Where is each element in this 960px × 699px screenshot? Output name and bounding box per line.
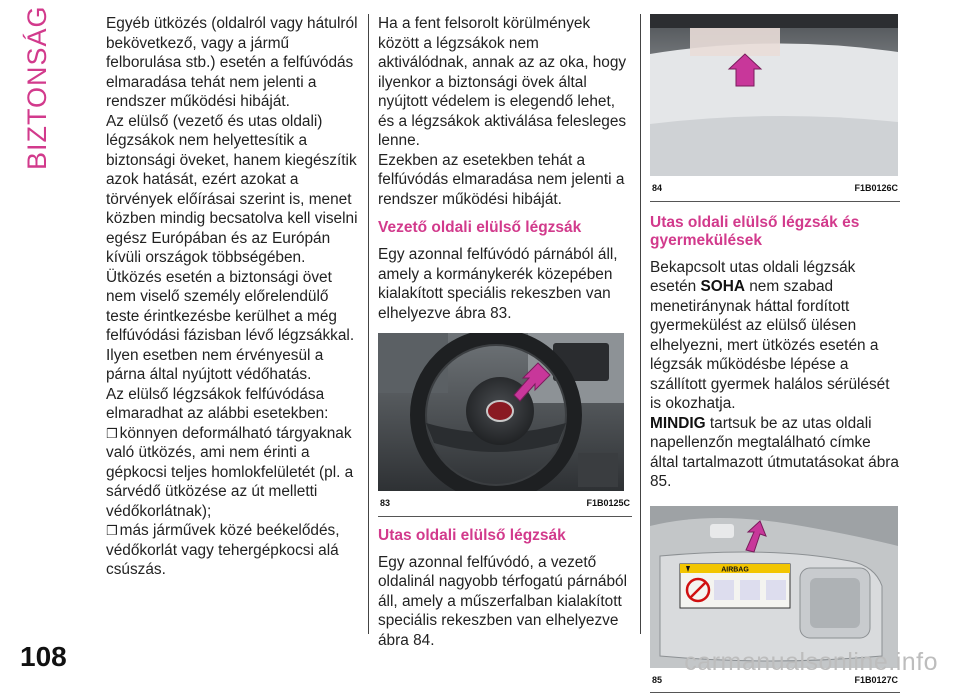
column-divider	[640, 14, 641, 634]
figure-number: 85	[652, 674, 663, 685]
figure-caption	[378, 491, 632, 516]
figure-number: 83	[380, 498, 391, 508]
figure-code: F1B0125C	[586, 498, 630, 508]
sun-visor-photo	[650, 506, 900, 668]
paragraph: Ezekben az esetekben tehát a felfúvódás elmaradása nem jelenti a rendszer működési hibáját.	[378, 151, 625, 208]
emphasis: SOHA	[700, 278, 745, 295]
dashboard-photo	[650, 14, 900, 176]
section-heading: Utas oldali elülső légzsák	[378, 526, 566, 544]
bullet-text: más járművek közé beékelődés, védőkorlát vagy tehergépkocsi alá csúszás.	[106, 522, 340, 578]
paragraph: Az elülső légzsákok felfúvódása elmaradhat az alábbi esetekben:	[106, 385, 329, 422]
passenger-dashboard-illustration	[650, 14, 898, 176]
paragraph: Egyéb ütközés (oldalról vagy hátulról bekövetkező, vagy a jármű felborulása stb.) esetén a felfúvódás elmaradása tehát nem jelenti a rendszer működési hibáját.	[106, 15, 358, 110]
watermark: carmanualsonline.info	[684, 648, 938, 676]
airbag-label: AIRBAG	[721, 566, 749, 573]
column-3	[650, 14, 900, 699]
section-heading: Utas oldali elülső légzsák és gyermekülések	[650, 213, 860, 249]
emphasis: MINDIG	[650, 414, 706, 432]
paragraph: Ütközés esetén a biztonsági övet nem viselő személy előrelendülő teste érintkezésbe kerülhet a még felfúvódási fázisban lévő légzsákkal. Ilyen esetben nem érvényesül a párna által nyújtott védőhatás.	[106, 268, 355, 383]
figure-code: F1B0127C	[854, 674, 898, 685]
column-divider	[368, 14, 369, 634]
steering-wheel-illustration	[378, 333, 624, 491]
figure-caption	[650, 176, 900, 201]
column-2	[378, 14, 632, 650]
paragraph	[650, 258, 900, 414]
paragraph: Ha a fent felsorolt körülmények között a légzsákok nem aktiválódnak, annak az az oka, hogy ilyenkor a biztonsági övek által nyújtott védelem is elegendő lehet, és a légzsákok aktiválása felesleges lenne.	[378, 15, 627, 149]
bullet-item	[106, 424, 358, 522]
column-1	[106, 14, 358, 580]
paragraph-text: tartsuk be az utas oldali napellenzőn megtalálható címke által tartalmazott útmutatásokat ábra 85.	[650, 414, 899, 490]
bullet-text: könnyen deformálható tárgyaknak való ütközés, ami nem érinti a gépkocsi teljes homlokfelületét (pl. a sárvédő ütközése az út melletti védőkorlátnak);	[106, 424, 354, 520]
checkbox-bullet-icon: ❒	[106, 523, 118, 538]
figure-83	[378, 333, 632, 517]
figure-code: F1B0126C	[854, 183, 898, 193]
paragraph-text: nem szabad menetiránynak háttal fordított gyermekülést az elülső ülésen elhelyezni, mert ütközés esetén a légzsák működésbe lépése a szállított gyermek halálos sérülését is okozhatja.	[650, 278, 890, 412]
page-number: 108	[20, 641, 67, 672]
section-heading: Vezető oldali elülső légzsák	[378, 219, 582, 236]
paragraph: Egy azonnal felfúvódó párnából áll, amely a kormánykerék közepében kialakított speciális rekeszben van elhelyezve ábra 83.	[378, 246, 618, 322]
section-label: BIZTONSÁG	[22, 5, 52, 170]
steering-wheel-photo	[378, 333, 632, 491]
bullet-item	[106, 521, 358, 580]
paragraph	[650, 414, 900, 492]
paragraph-text: Bekapcsolt utas oldali légzsák esetén	[650, 258, 856, 295]
figure-84	[650, 14, 900, 202]
paragraph: Az elülső (vezető és utas oldali) légzsákok nem helyettesítik a biztonsági öveket, hanem kiegészítik azok hatását, ezért azokat a törvények előírásai szerint is, menet közben mindig becsatolva kell viselni egész Európában és az Európán kívüli országok többségében.	[106, 112, 358, 266]
figure-number: 84	[652, 183, 663, 193]
sun-visor-illustration	[650, 506, 898, 668]
paragraph: Egy azonnal felfúvódó, a vezető oldalinál nagyobb térfogatú párnából áll, amely a műszerfalban kialakított speciális rekeszben van elhelyezve ábra 84.	[378, 553, 628, 649]
checkbox-bullet-icon: ❒	[106, 425, 118, 441]
